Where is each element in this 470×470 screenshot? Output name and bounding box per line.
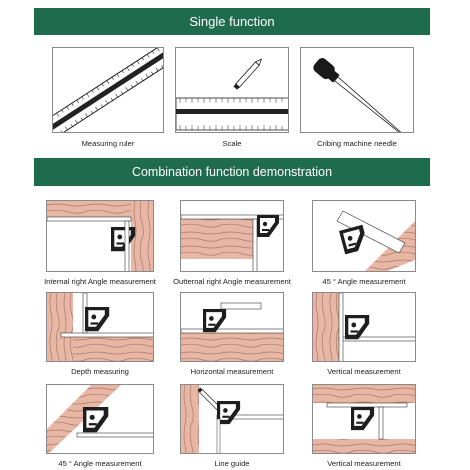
- demo-line-guide-caption: Line guide: [214, 459, 250, 468]
- demo-45-angle-1: [312, 200, 416, 272]
- 45-angle-illustration-2: [47, 385, 154, 454]
- scriber-needle-card: [300, 47, 414, 133]
- demo-vertical-measurement-2: [312, 384, 416, 454]
- demo-horizontal-measurement: [180, 292, 284, 362]
- demo-vertical-measurement-1: [312, 292, 416, 362]
- combination-function-banner: [34, 158, 430, 186]
- demo-depth-measuring: [46, 292, 154, 362]
- demo-45-angle-1-caption: 45 ° Angle measurement: [322, 277, 406, 286]
- measuring-ruler-card: [52, 47, 164, 133]
- demo-depth-measuring-caption: Depth measuring: [71, 367, 129, 376]
- vertical-measurement-illustration-2: [313, 385, 416, 454]
- ruler-icon: [53, 48, 164, 133]
- scriber-needle-caption: Cribing machine needle: [317, 139, 397, 148]
- demo-vertical-measurement-2-caption: Vertical measurement: [327, 459, 401, 468]
- combination-function-title: Combination function demonstration: [131, 165, 333, 179]
- line-guide-illustration: [181, 385, 284, 454]
- single-function-title: Single function: [189, 14, 275, 29]
- vertical-measurement-illustration-1: [313, 293, 416, 362]
- demo-vertical-measurement-1-caption: Vertical measurement: [327, 367, 401, 376]
- scriber-needle-icon: [301, 48, 414, 133]
- internal-right-angle-illustration: [47, 201, 154, 272]
- scale-card: [175, 47, 289, 133]
- 45-angle-illustration-1: [313, 201, 416, 272]
- demo-internal-right-angle-caption: Internal right Angle measurement: [44, 277, 156, 286]
- depth-measuring-illustration: [47, 293, 154, 362]
- demo-external-right-angle-caption: Outternal right Angle measurement: [173, 277, 291, 286]
- demo-internal-right-angle: [46, 200, 154, 272]
- demo-line-guide: [180, 384, 284, 454]
- demo-external-right-angle: [180, 200, 284, 272]
- demo-45-angle-2: [46, 384, 154, 454]
- external-right-angle-illustration: [181, 201, 284, 272]
- measuring-ruler-caption: Measuring ruler: [81, 139, 135, 148]
- scale-with-pencil-icon: [176, 48, 289, 133]
- single-function-banner: [34, 8, 430, 35]
- scale-caption: Scale: [222, 139, 242, 148]
- demo-45-angle-2-caption: 45 ° Angle measurement: [58, 459, 142, 468]
- horizontal-measurement-illustration: [181, 293, 284, 362]
- demo-horizontal-measurement-caption: Horizontal measurement: [190, 367, 274, 376]
